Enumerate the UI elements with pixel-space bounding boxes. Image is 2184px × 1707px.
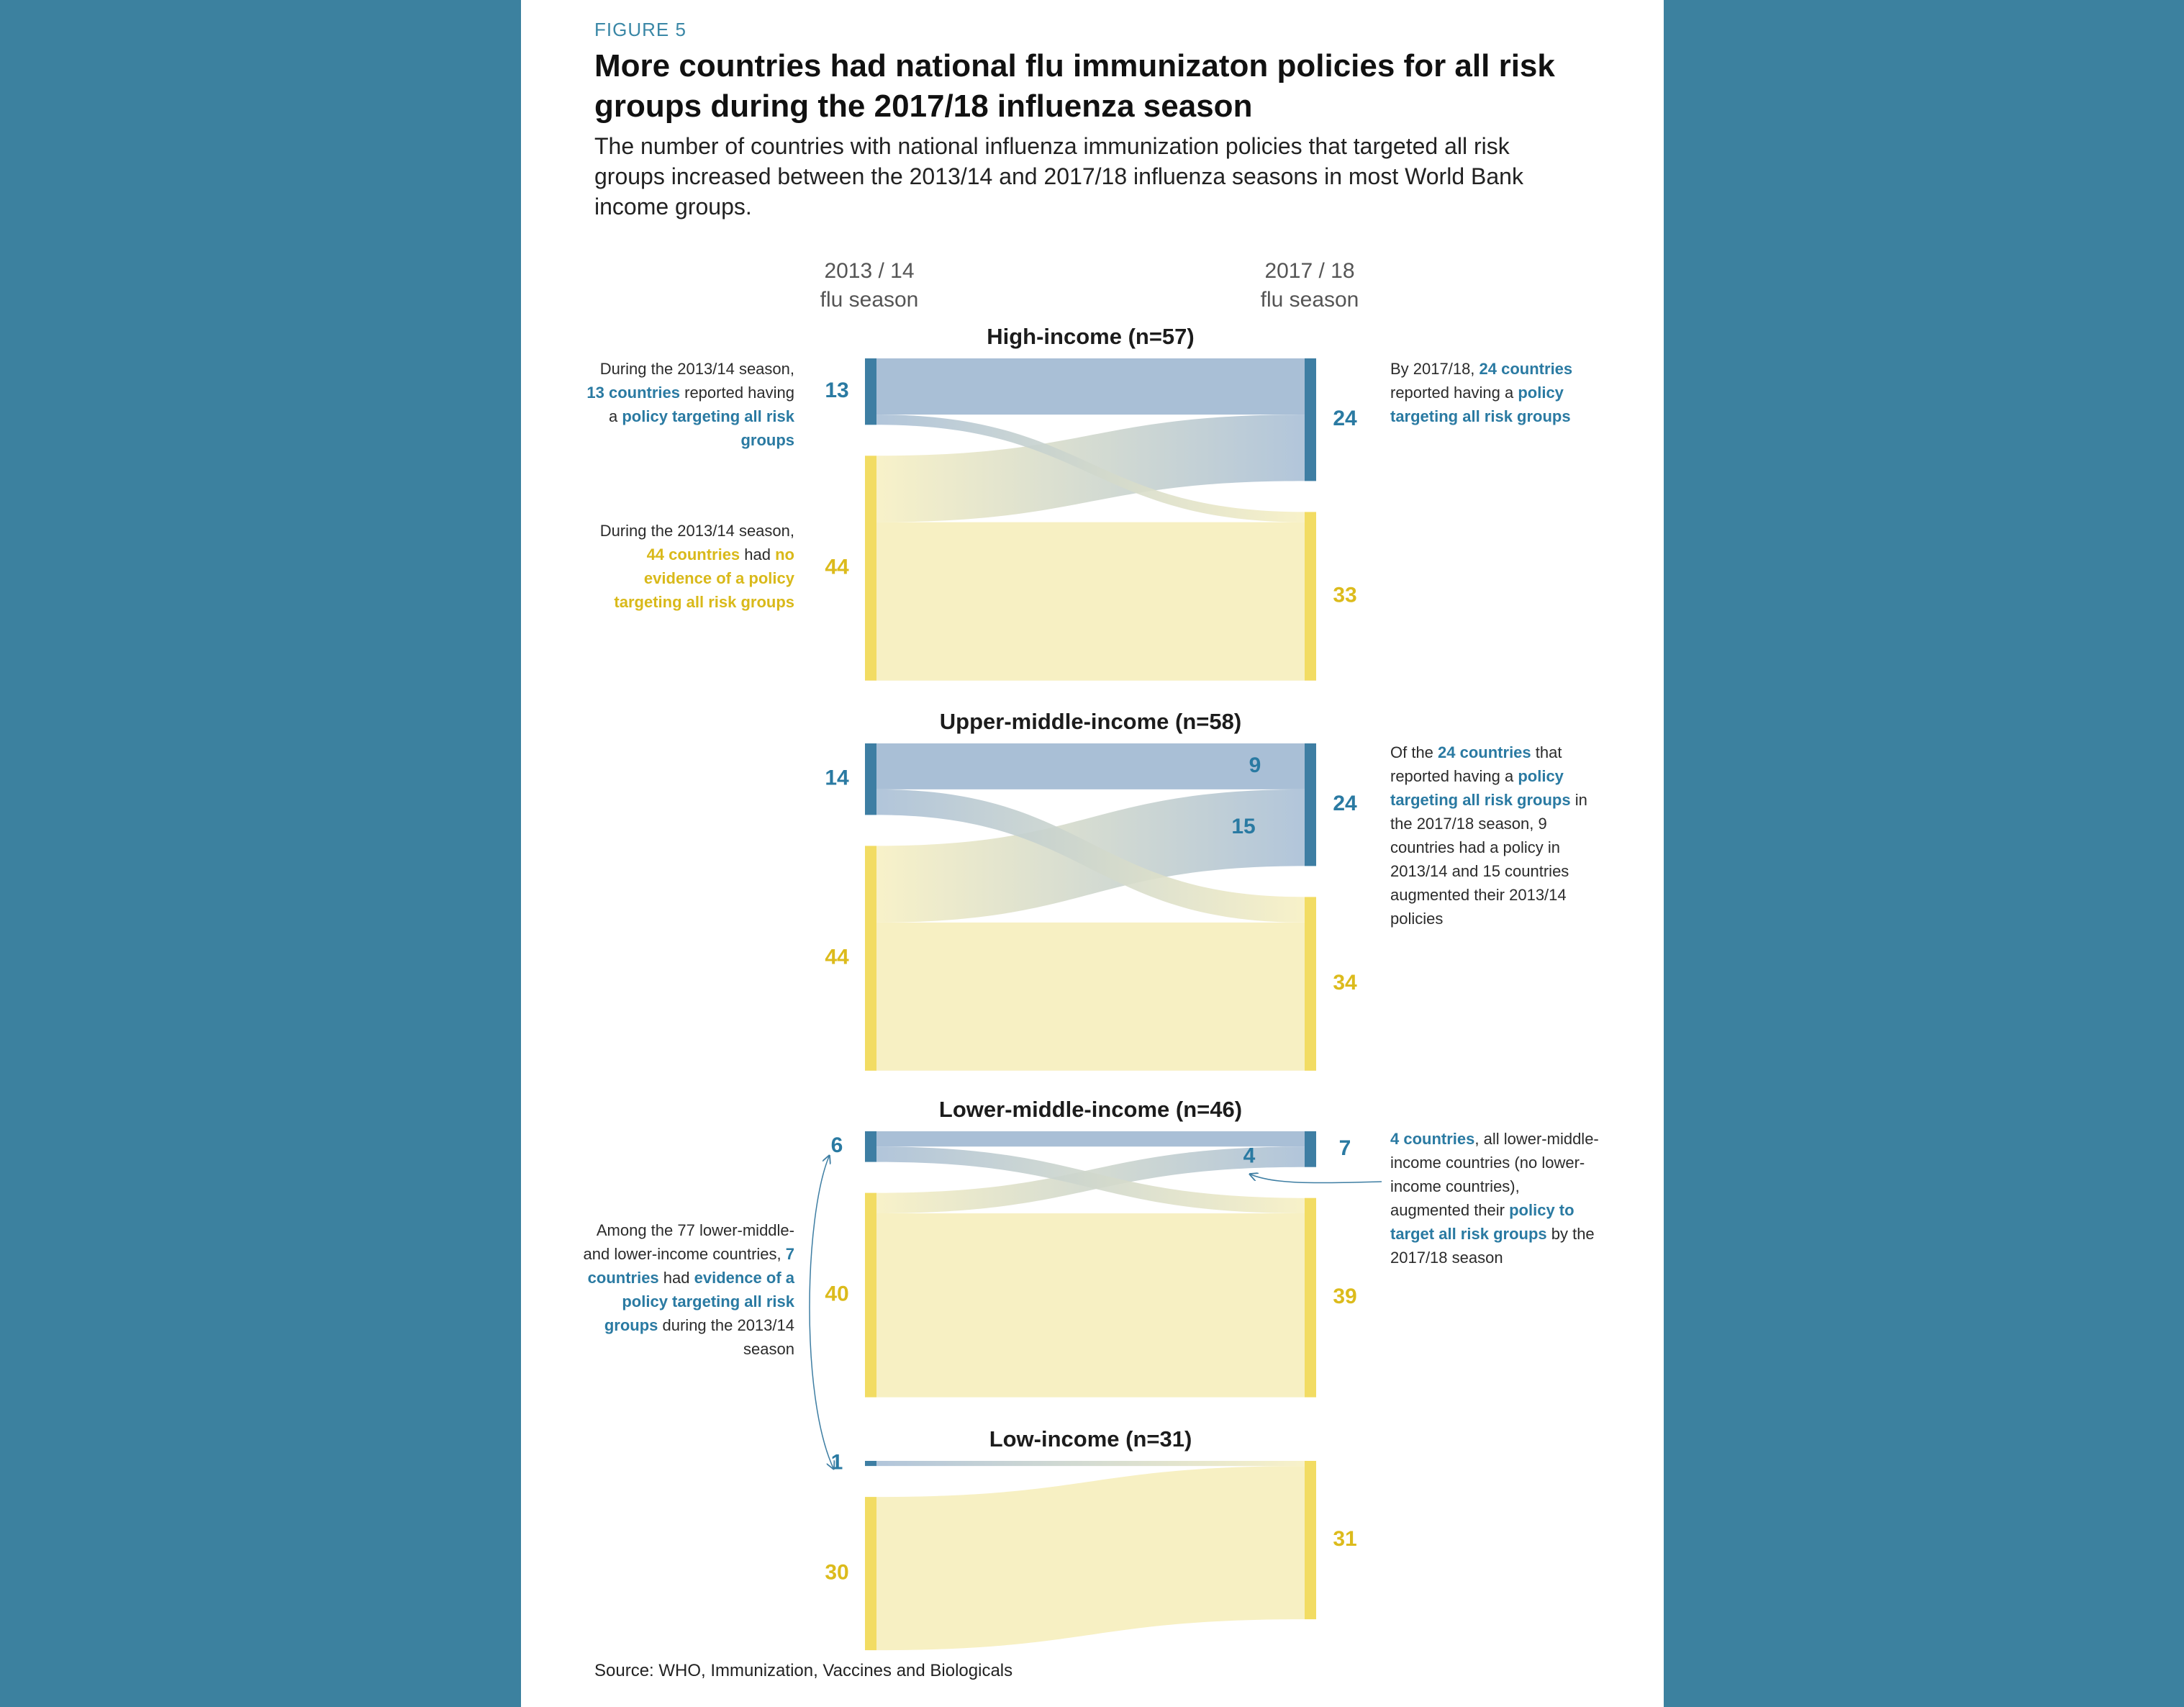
source-note: Source: WHO, Immunization, Vaccines and Biologicals (594, 1661, 1013, 1680)
annotation-highlight: 13 countries (586, 384, 680, 402)
annotation-text: by the 2017/18 season (1390, 1225, 1595, 1267)
value-right-no-policy: 34 (1333, 971, 1357, 995)
annotation-text: , all lower-middle-income countries (no lower-income countries), augmented their (1390, 1130, 1599, 1219)
flow-policy-to-policy (876, 358, 1305, 415)
flow-policy-to-policy (876, 1131, 1305, 1146)
annotation-lower-left (580, 1218, 794, 1361)
annotation-highlight: no evidence of a policy targeting all risk groups (614, 545, 794, 611)
annotation-text: reported having a (609, 384, 794, 425)
annotation-text: By 2017/18, (1390, 360, 1480, 378)
flow-label-policy-gained: 4 (1243, 1144, 1256, 1168)
node-left-policy (865, 743, 876, 815)
annotation-text: had (658, 1269, 694, 1287)
node-left-policy (865, 358, 876, 425)
annotation-text: had (740, 545, 776, 563)
flow-label-policy-kept: 9 (1249, 753, 1261, 777)
node-right-no-policy (1305, 512, 1316, 680)
figure-title: More countries had national flu immunizaton policies for all risk groups during the 2017/18 influenza season (594, 48, 1555, 124)
node-left-no-policy (865, 456, 876, 680)
value-left-policy: 14 (825, 766, 849, 790)
lower-middle-income-title: Lower-middle-income (n=46) (938, 1097, 1243, 1122)
value-right-policy: 7 (1338, 1136, 1351, 1160)
node-right-no-policy (1305, 1198, 1316, 1398)
figure-label: FIGURE 5 (594, 19, 687, 40)
annotation-upper-right (1390, 741, 1599, 931)
value-left-policy: 6 (830, 1133, 843, 1158)
node-left-policy (865, 1131, 876, 1162)
node-right-no-policy (1305, 897, 1316, 1070)
annotation-highlight: policy targeting all risk groups (622, 407, 794, 449)
value-right-policy: 24 (1333, 407, 1357, 431)
annotation-highlight: evidence of a policy targeting all risk groups (604, 1269, 794, 1334)
value-left-no-policy: 40 (825, 1282, 849, 1306)
annotation-text: During the 2013/14 season, (599, 360, 794, 378)
flow-no-policy-to-no-policy (876, 1466, 1305, 1650)
annotation-high-left-policy (580, 357, 794, 452)
node-right-policy (1305, 1131, 1316, 1167)
annotation-highlight: 44 countries (646, 545, 740, 563)
right-column-header-line2: flu season (1260, 288, 1359, 312)
annotation-text: During the 2013/14 season, (599, 522, 794, 540)
flow-label-policy-gained: 15 (1231, 815, 1256, 839)
value-right-no-policy: 39 (1333, 1285, 1357, 1309)
node-left-policy (865, 1461, 876, 1466)
low-income-title: Low-income (n=31) (989, 1426, 1192, 1452)
value-left-policy: 1 (830, 1450, 843, 1475)
flow-policy-to-no-policy (876, 1461, 1305, 1466)
annotation-highlight: policy to target all risk groups (1390, 1201, 1574, 1243)
value-right-no-policy: 31 (1333, 1526, 1357, 1551)
annotation-highlight: 24 countries (1438, 743, 1531, 761)
upper-middle-income-title: Upper-middle-income (n=58) (939, 709, 1242, 734)
annotation-text: reported having a (1390, 384, 1518, 402)
flow-no-policy-to-no-policy (876, 1213, 1305, 1398)
annotation-highlight: 24 countries (1479, 360, 1573, 378)
annotation-text: in the 2017/18 season, 9 countries had a policy in 2013/14 and 15 countries augmented their 2013/14 policies (1390, 791, 1587, 928)
annotation-high-left-no-policy (580, 519, 794, 614)
value-left-policy: 13 (825, 379, 849, 403)
value-left-no-policy: 44 (825, 555, 849, 579)
annotation-highlight: policy targeting all risk groups (1390, 384, 1571, 425)
left-column-header-line2: flu season (820, 288, 919, 312)
annotation-highlight: policy targeting all risk groups (1390, 767, 1571, 809)
annotation-text: Among the 77 lower-middle- and lower-income countries, (583, 1221, 794, 1263)
node-left-no-policy (865, 1193, 876, 1398)
node-right-no-policy (1305, 1461, 1316, 1619)
value-left-no-policy: 44 (825, 945, 849, 969)
value-left-no-policy: 30 (825, 1560, 849, 1585)
annotation-text: Of the (1390, 743, 1438, 761)
node-right-policy (1305, 358, 1316, 481)
value-right-no-policy: 33 (1333, 583, 1357, 607)
node-left-no-policy (865, 1497, 876, 1650)
value-right-policy: 24 (1333, 792, 1357, 816)
figure-subtitle: The number of countries with national influenza immunization policies that targeted all risk groups increased between the 2013/14 and 2017/18 influenza seasons in most World Bank income groups. (594, 133, 1523, 219)
node-right-policy (1305, 743, 1316, 866)
annotation-high-right (1390, 357, 1599, 428)
annotation-text: during the 2013/14 season (658, 1316, 794, 1358)
flow-no-policy-to-no-policy (876, 923, 1305, 1071)
annotation-lower-right (1390, 1127, 1599, 1269)
node-left-no-policy (865, 846, 876, 1070)
high-income-title: High-income (n=57) (987, 324, 1195, 349)
annotation-text: that reported having a (1390, 743, 1562, 785)
annotation-highlight: 4 countries (1390, 1130, 1475, 1148)
lower-income-bracket-arrow (810, 1156, 833, 1468)
right-column-header-line1: 2017 / 18 (1264, 259, 1355, 283)
lower-middle-callout-arrow (1251, 1174, 1382, 1183)
left-column-header-line1: 2013 / 14 (824, 259, 915, 283)
annotation-highlight: 7 countries (587, 1245, 794, 1287)
flow-no-policy-to-no-policy (876, 522, 1305, 681)
flow-policy-to-policy (876, 743, 1305, 789)
